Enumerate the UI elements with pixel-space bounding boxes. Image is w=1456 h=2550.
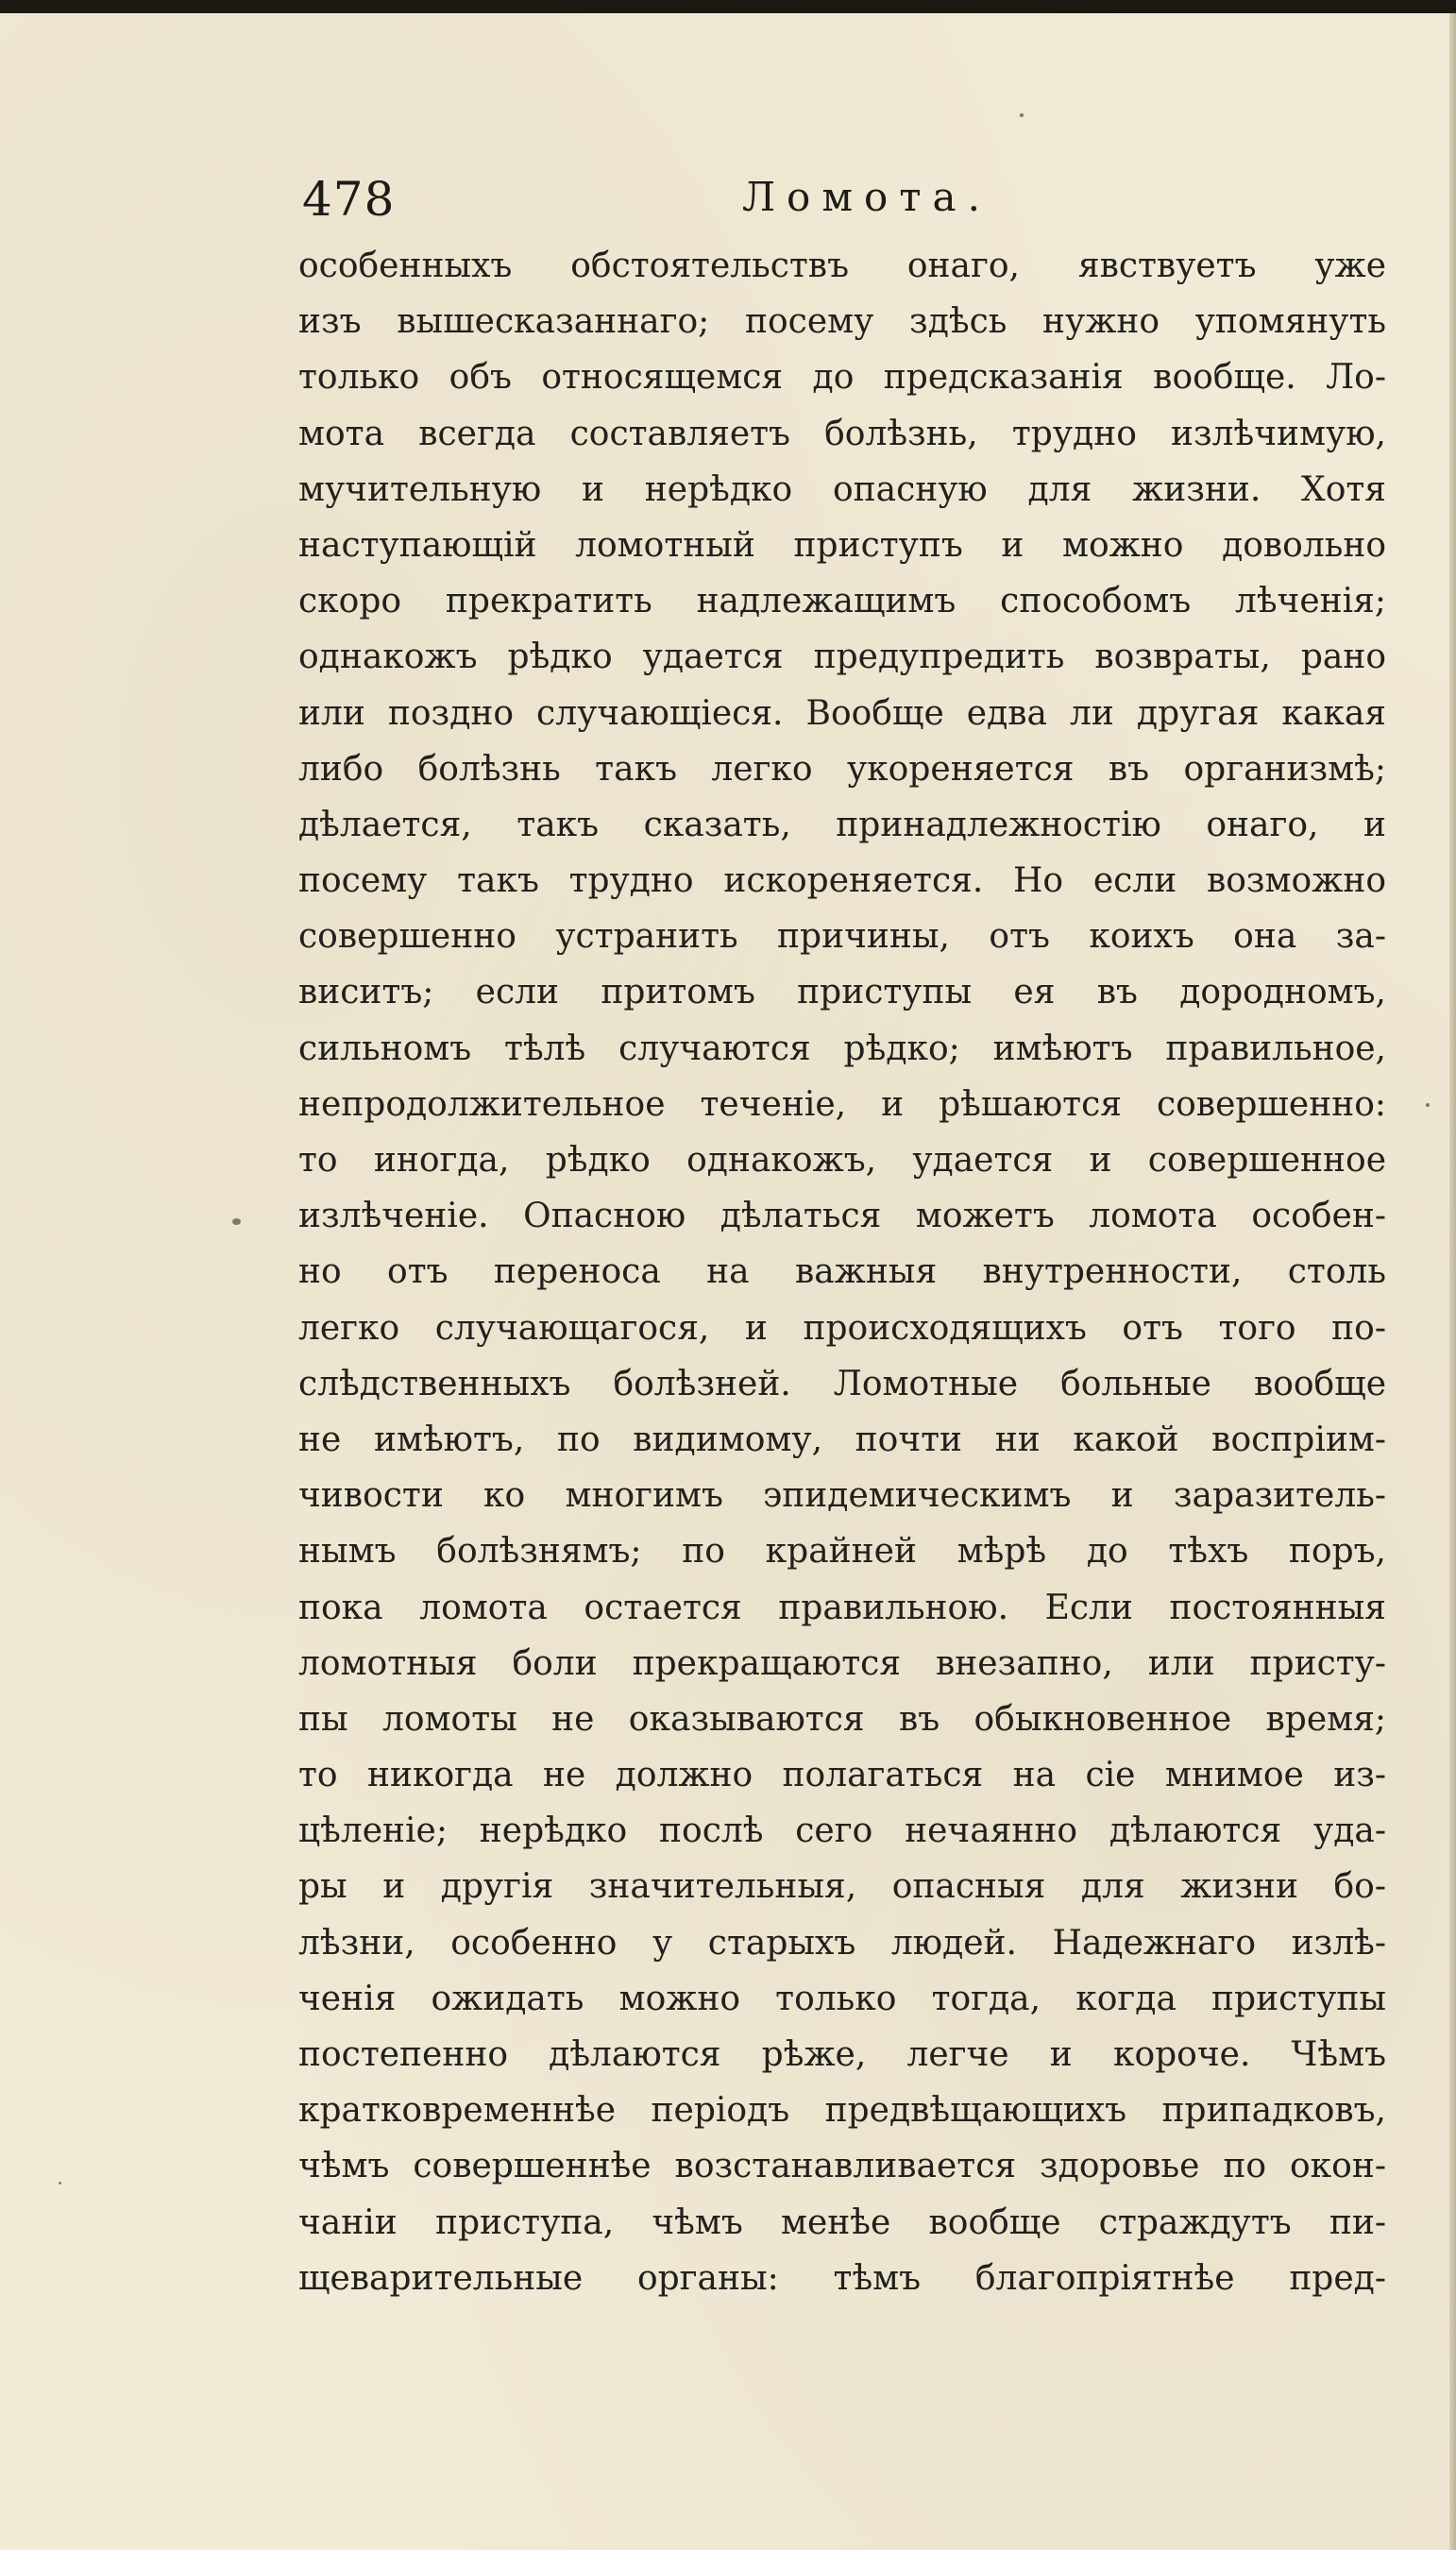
text-line: ченія ожидать можно только тогда, когда приступы [298, 1979, 1386, 2018]
page-header [302, 172, 1246, 238]
text-line: лѣзни, особенно у старыхъ людей. Надежнаго излѣ- [298, 1923, 1386, 1963]
text-line: ломотныя боли прекращаются внезапно, или присту- [298, 1643, 1386, 1683]
text-line: изъ вышесказаннаго; посему здѣсь нужно упомянуть [298, 302, 1386, 342]
text-line: либо болѣзнь такъ легко укореняется въ организмѣ; [298, 749, 1386, 789]
text-line: или поздно случающіеся. Вообще едва ли другая какая [298, 693, 1386, 733]
text-line: цѣленіе; нерѣдко послѣ сего нечаянно дѣлаются уда- [298, 1811, 1386, 1851]
text-line: мота всегда составляетъ болѣзнь, трудно излѣчимую, [298, 414, 1386, 453]
text-line: не имѣютъ, по видимому, почти ни какой воспріим- [298, 1420, 1386, 1459]
text-line: только объ относящемся до предсказанія вообще. Ло- [298, 358, 1386, 398]
ink-speck [1426, 1103, 1430, 1107]
text-line: но отъ переноса на важныя внутренности, столь [298, 1252, 1386, 1292]
text-line: особенныхъ обстоятельствъ онаго, явствуетъ уже [298, 246, 1386, 285]
ink-speck [1020, 113, 1024, 117]
text-line: щеварительные органы: тѣмъ благопріятнѣе пред- [298, 2258, 1386, 2298]
text-line: легко случающагося, и происходящихъ отъ того по- [298, 1308, 1386, 1348]
body-text [298, 238, 1386, 2306]
running-head: Ломота. [742, 174, 991, 220]
text-line: непродолжительное теченіе, и рѣшаются совершенно: [298, 1084, 1386, 1124]
text-line: постепенно дѣлаются рѣже, легче и короче. Чѣмъ [298, 2035, 1386, 2074]
text-line: излѣченіе. Опасною дѣлаться можетъ ломота особен- [298, 1197, 1386, 1236]
text-line: кратковременнѣе періодъ предвѣщающихъ припадковъ, [298, 2091, 1386, 2131]
text-line: слѣдственныхъ болѣзней. Ломотные больные вообще [298, 1364, 1386, 1403]
text-line: пока ломота остается правильною. Если постоянныя [298, 1588, 1386, 1627]
text-line: то никогда не должно полагаться на сіе мнимое из- [298, 1756, 1386, 1795]
text-line: скоро прекратить надлежащимъ способомъ лѣченія; [298, 582, 1386, 621]
page-number: 478 [302, 172, 396, 227]
text-line: чивости ко многимъ эпидемическимъ и заразитель- [298, 1476, 1386, 1516]
text-line: посему такъ трудно искореняется. Но если возможно [298, 861, 1386, 901]
text-line: сильномъ тѣлѣ случаются рѣдко; имѣютъ правильное, [298, 1028, 1386, 1068]
scan-top-border [0, 0, 1456, 13]
text-line: совершенно устранить причины, отъ коихъ она за- [298, 917, 1386, 957]
text-line: ры и другія значительныя, опасныя для жизни бо- [298, 1867, 1386, 1907]
text-line: виситъ; если притомъ приступы ея въ дородномъ, [298, 973, 1386, 1012]
text-line: то иногда, рѣдко однакожъ, удается и совершенное [298, 1141, 1386, 1180]
text-line: дѣлается, такъ сказать, принадлежностію онаго, и [298, 805, 1386, 844]
text-line: пы ломоты не оказываются въ обыкновенное время; [298, 1699, 1386, 1739]
text-line: наступающій ломотный приступъ и можно довольно [298, 525, 1386, 565]
text-line: нымъ болѣзнямъ; по крайней мѣрѣ до тѣхъ поръ, [298, 1532, 1386, 1572]
text-line: чаніи приступа, чѣмъ менѣе вообще страждутъ пи- [298, 2202, 1386, 2242]
text-line: мучительную и нерѣдко опасную для жизни. Хотя [298, 469, 1386, 509]
ink-speck [59, 2182, 61, 2184]
page-edge [1449, 13, 1456, 2550]
text-line: чѣмъ совершеннѣе возстанавливается здоровье по окон- [298, 2147, 1386, 2186]
ink-speck [232, 1218, 241, 1225]
text-line: однакожъ рѣдко удается предупредить возвраты, рано [298, 638, 1386, 677]
